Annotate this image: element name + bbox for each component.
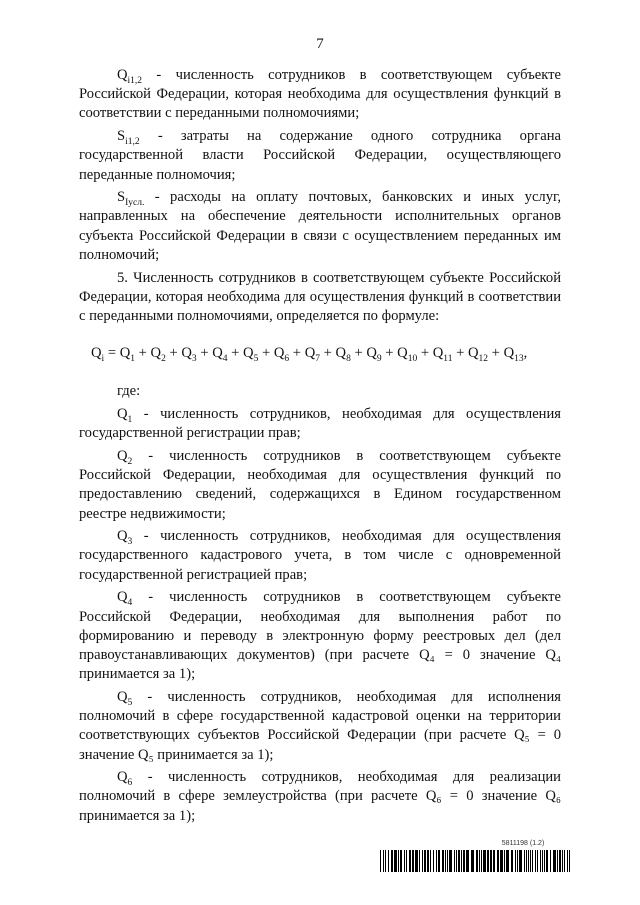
symbol-subscript: 6: [127, 778, 133, 789]
barcode-bar: [537, 850, 538, 872]
barcode-bar: [567, 850, 568, 872]
barcode-bar: [506, 850, 509, 872]
barcode-bar: [400, 850, 402, 872]
barcode-bar: [542, 850, 543, 872]
formula-term-subscript: 13: [514, 354, 524, 365]
formula-term: Q: [273, 345, 285, 362]
symbol: S: [117, 189, 126, 206]
symbol: Q: [117, 67, 128, 83]
barcode-bar: [481, 850, 482, 872]
barcode-bar: [466, 850, 469, 872]
paragraph-text: - численность сотрудников в соответствующем субъекте Российской Федерации, которая необходима для осуществления функций в соответствии с переданными полномочиями;: [79, 67, 561, 122]
paragraph: [79, 269, 561, 327]
barcode-bar: [412, 850, 414, 872]
symbol: Q: [117, 589, 128, 606]
barcode-bar: [500, 850, 503, 872]
formula-ending: ,: [523, 345, 528, 362]
paragraph: [79, 66, 561, 124]
definitions-block: [79, 66, 561, 326]
formula-term-subscript: 4: [222, 354, 228, 365]
formula-term: Q: [467, 345, 479, 362]
barcode-bar: [493, 850, 495, 872]
formula-term-subscript: 9: [376, 354, 382, 365]
document-body: [79, 66, 561, 829]
barcode-bar: [406, 850, 407, 872]
formula-term: Q: [335, 345, 347, 362]
formula-term: Q: [397, 345, 408, 362]
formula-term: Q: [243, 345, 254, 362]
barcode-bar: [385, 850, 386, 872]
barcode-bar: [454, 850, 455, 872]
symbol: Q: [117, 769, 128, 786]
formula: $Q_i = Q_1 + Q_2 + Q_3 + Q_4 + Q_5 + Q_6 + Q_7 + Q_8 + Q_9 + Q_{10} + Q_{11} + Q_{12} + Q_{13}$,: [91, 345, 528, 365]
barcode-bar: [564, 850, 565, 872]
paragraph: [79, 127, 561, 185]
barcode-bar: [463, 850, 465, 872]
barcode-bar: [461, 850, 462, 872]
formula-term-subscript: 7: [315, 354, 320, 365]
barcode-bar: [422, 850, 423, 872]
barcode-bar: [458, 850, 460, 872]
formula-term: Q: [432, 345, 444, 362]
barcode-bar: [540, 850, 541, 872]
barcode-bar: [415, 850, 418, 872]
barcode-bar: [471, 850, 474, 872]
barcode-bar: [550, 850, 551, 872]
barcode-bar: [559, 850, 561, 872]
paragraph: [79, 188, 561, 265]
barcode-bar: [504, 850, 505, 872]
document-code: 5811198 (1.2): [501, 840, 545, 847]
paragraph: [79, 382, 561, 401]
symbol-subscript: i1,2: [127, 75, 143, 86]
barcode-bar: [456, 850, 457, 872]
barcode-bar: [476, 850, 478, 872]
barcode-bar: [433, 850, 434, 872]
barcode-bar: [524, 850, 525, 872]
symbol-subscript: 2: [127, 456, 133, 467]
barcode-bar: [530, 850, 531, 872]
barcode-bar: [398, 850, 399, 872]
paragraph: [79, 768, 561, 826]
barcode-bar: [427, 850, 429, 872]
barcode-bar: [517, 850, 518, 872]
barcode-bar: [557, 850, 558, 872]
barcode-bar: [562, 850, 563, 872]
barcode-bar: [569, 850, 570, 872]
barcode-bar: [438, 850, 440, 872]
barcode-bar: [430, 850, 431, 872]
formula-term-subscript: 10: [407, 354, 418, 365]
formula-term: Q: [503, 345, 515, 362]
formula-lhs: Q: [91, 345, 102, 362]
paragraph-text: - численность сотрудников в соответствующем субъекте Российской Федерации, необходимая для осуществления функций по предоставлению сведений, содержащихся в Едином государственном реестре недвижимости;: [79, 447, 561, 522]
terms-block: [79, 382, 561, 825]
paragraph: [79, 588, 561, 684]
barcode-bar: [497, 850, 499, 872]
paragraph-text: - расходы на оплату почтовых, банковских и иных услуг, направленных на обеспечение деятельности исполнительных органов субъекта Российской Федерации в связи с осуществлением переданных им полномочий;: [79, 189, 561, 263]
formula-term: Q: [119, 345, 131, 362]
paragraph: [79, 688, 561, 765]
symbol: Q: [117, 528, 128, 545]
symbol: S: [117, 128, 126, 145]
barcode-bar: [419, 850, 420, 872]
barcode-bar: [447, 850, 448, 872]
barcode-bar: [519, 850, 522, 872]
paragraph-text: - численность сотрудников, необходимая для осуществления государственного кадастрового учета, в том числе с одновременной государственной регистрацией прав;: [79, 528, 561, 583]
barcode-bar: [388, 850, 389, 872]
formula-term-subscript: 3: [191, 354, 197, 365]
paragraph-text: 5. Численность сотрудников в соответствующем субъекте Российской Федерации, которая необходима для осуществления функций в соответствии с переданными полномочиями, определяется по формуле:: [79, 269, 561, 324]
barcode-bar: [394, 850, 397, 872]
formula-term: Q: [150, 345, 162, 362]
barcode-bar: [380, 850, 381, 872]
barcode-bar: [479, 850, 480, 872]
barcode-bar: [487, 850, 489, 872]
symbol-subscript: Iусл.: [125, 198, 145, 209]
barcode-bar: [404, 850, 405, 872]
symbol-subscript: 1: [127, 414, 133, 425]
barcode-bar: [553, 850, 556, 872]
page-number: 7: [316, 36, 324, 52]
symbol: Q: [117, 447, 128, 464]
formula-term: Q: [181, 345, 192, 362]
formula-term-subscript: 8: [346, 354, 351, 365]
paragraph-text: - затраты на содержание одного сотрудника органа государственной власти Российской Федерации, осуществляющего переданные полномочия;: [79, 128, 561, 183]
barcode-bar: [391, 850, 393, 872]
barcode-bar: [449, 850, 452, 872]
formula-term-subscript: 2: [161, 354, 166, 365]
symbol-subscript: 4: [127, 598, 133, 609]
barcode-bar: [424, 850, 426, 872]
barcode-bar: [546, 850, 548, 872]
formula-term-subscript: 1: [130, 354, 136, 365]
symbol-subscript: i1,2: [125, 137, 140, 148]
formula-term: Q: [366, 345, 377, 362]
barcode-bar: [436, 850, 437, 872]
formula-lhs-subscript: i: [101, 354, 105, 365]
paragraph: [79, 405, 561, 443]
barcode-bar: [511, 850, 513, 872]
paragraph: [79, 527, 561, 585]
symbol-subscript: 3: [127, 537, 133, 548]
formula-term-subscript: 12: [478, 354, 489, 365]
paragraph-text: - численность сотрудников, необходимая для исполнения полномочий в сфере государственной кадастровой оценки на территории соответствующих субъектов Российской Федерации (при расчете Q₅ = 0 значение Q₅ принимается за 1);: [79, 688, 561, 763]
paragraph: [79, 447, 561, 524]
barcode-bar: [544, 850, 545, 872]
paragraph-text: - численность сотрудников, необходимая для реализации полномочий в сфере землеустройства (при расчете Q₆ = 0 значение Q₆ принимается за 1);: [79, 769, 561, 824]
paragraph-text: - численность сотрудников в соответствующем субъекте Российской Федерации, необходимая для выполнения работ по формированию и переводу в электронную форму реестровых дел (дел правоустанавливающих документов) (при расчете Q₄ = 0 значение Q₄ принимается за 1);: [79, 589, 561, 683]
symbol: Q: [117, 688, 128, 705]
formula-term-subscript: 5: [253, 354, 259, 365]
formula-term: Q: [212, 345, 223, 362]
paragraph-text: - численность сотрудников, необходимая для осуществления государственной регистрации прав;: [79, 406, 561, 442]
formula-term-subscript: 11: [443, 354, 453, 365]
barcode-bar: [526, 850, 527, 872]
barcode-bar: [532, 850, 533, 872]
formula-term: Q: [304, 345, 316, 362]
symbol-subscript: 5: [127, 697, 133, 708]
paragraph-text: где:: [117, 383, 141, 400]
barcode: [380, 850, 570, 872]
formula-term-subscript: 6: [284, 354, 290, 365]
barcode-bar: [442, 850, 444, 872]
barcode-bar: [490, 850, 492, 872]
barcode-bar: [409, 850, 411, 872]
barcode-bar: [515, 850, 516, 872]
barcode-bar: [445, 850, 446, 872]
barcode-bar: [483, 850, 486, 872]
barcode-bar: [535, 850, 536, 872]
barcode-bar: [528, 850, 529, 872]
symbol: Q: [117, 406, 128, 423]
barcode-bar: [383, 850, 384, 872]
